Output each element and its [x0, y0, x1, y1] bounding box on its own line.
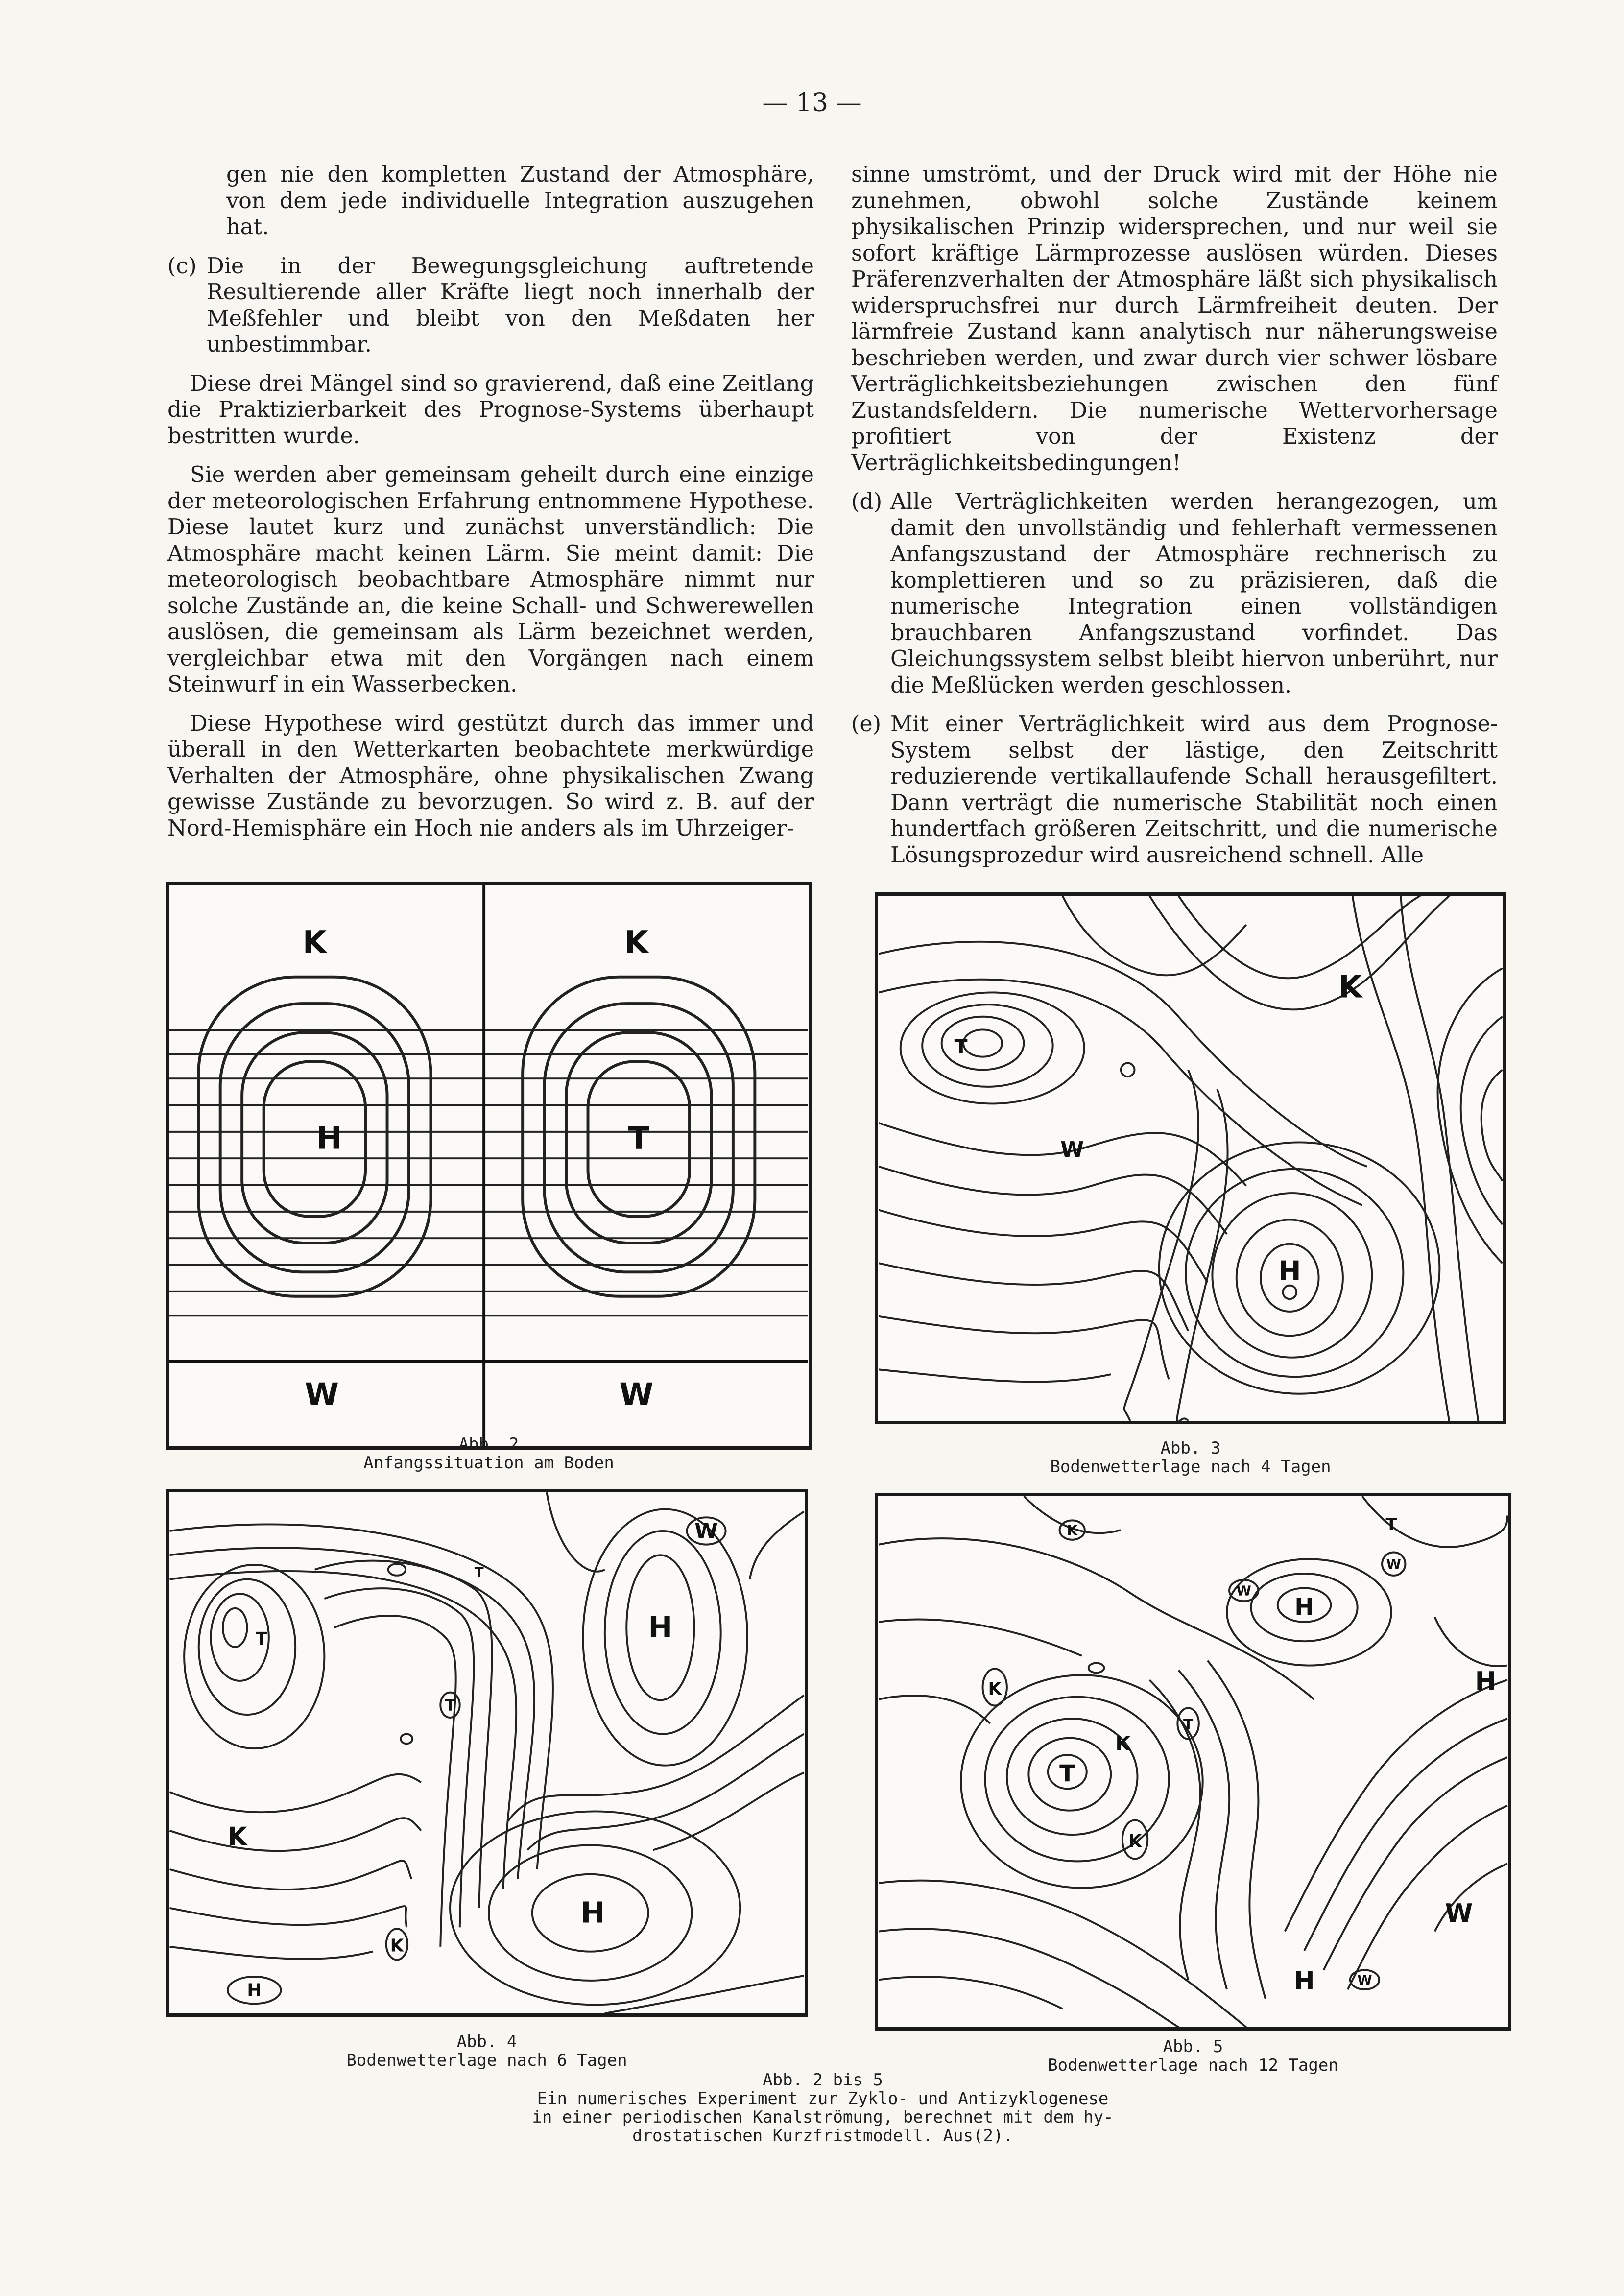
map-label: T: [1183, 1716, 1194, 1733]
map-label: W: [1386, 1556, 1401, 1573]
paragraph: gen nie den kompletten Zustand der Atmosphäre, von dem jede individuelle Integration auszugehen hat.: [226, 162, 814, 239]
map-label: W: [1445, 1898, 1473, 1928]
map-label: H: [1294, 1593, 1314, 1621]
list-label: (d): [851, 489, 883, 514]
map-label: W: [1357, 1972, 1372, 1988]
caption-abb5: [875, 2037, 1511, 2075]
map-label: K: [624, 924, 648, 960]
abb4-isobar-plot: [169, 1492, 805, 2013]
caption-line: in einer periodischen Kanalströmung, berechnet mit dem hy-: [532, 2107, 1114, 2127]
abb5-isobar-plot: [878, 1496, 1508, 2027]
map-label: H: [648, 1610, 673, 1645]
map-label: W: [1060, 1138, 1084, 1163]
list-item-d: [851, 489, 1498, 698]
list-item-c: [167, 253, 814, 358]
right-text-column: [851, 162, 1498, 881]
map-label: K: [988, 1678, 1002, 1699]
list-label: (e): [851, 712, 882, 737]
map-label: H: [1475, 1666, 1496, 1696]
map-label: H: [1278, 1255, 1301, 1287]
caption-line: Abb. 2 bis 5: [763, 2070, 883, 2090]
figure-abb5-map: [875, 1493, 1511, 2031]
list-item-e: [851, 711, 1498, 868]
map-label: H: [580, 1895, 605, 1930]
map-label: T: [1385, 1515, 1397, 1534]
paragraph: sinne umströmt, und der Druck wird mit der Höhe nie zunehmen, obwohl solche Zustände keinem physikalischen Prinzip widersprechen, und nur weil sie sofort kräftige Lärmprozesse auslösen würden. Dieses Präferenzverhalten der Atmosphäre läßt sich physikalisch widerspruchsfrei nur durch Lärmfreiheit deuten. Der lärmfreie Zustand kann analytisch nur näherungsweise beschrieben werden, und zwar durch vier schwer lösbare Verträglichkeitsbeziehungen zwischen den fünf Zustandsfeldern. Die numerische Wettervorhersage profitiert von der Existenz der Verträglichkeitsbedingungen!: [851, 162, 1498, 476]
map-label: K: [1128, 1831, 1142, 1851]
map-label: K: [302, 924, 327, 960]
caption-number: Abb. 2: [458, 1435, 519, 1454]
paragraph: Diese drei Mängel sind so gravierend, daß eine Zeitlang die Praktizierbarkeit des Prognose-Systems überhaupt bestritten wurde.: [167, 371, 814, 449]
list-text: Mit einer Verträglichkeit wird aus dem Prognose-System selbst der lästige, den Zeitschritt reduzierende vertikallaufende Schall herausgefiltert. Dann verträgt die numerische Stabilität noch einen hundertfach größeren Zeitschritt, und die numerische Lösungsprozedur wird ausreichend schnell. Alle: [890, 712, 1498, 868]
caption-abb3: [875, 1439, 1506, 1476]
map-label: W: [619, 1376, 654, 1413]
caption-line: drostatischen Kurzfristmodell. Aus(2).: [632, 2126, 1013, 2146]
paragraph: Diese Hypothese wird gestützt durch das immer und überall in den Wetterkarten beobachtete merkwürdige Verhalten der Atmosphäre, ohne physikalischen Zwang gewisse Zustände zu bevorzugen. So wird z. B. auf der Nord-Hemisphäre ein Hoch nie anders als im Uhrzeiger-: [167, 711, 814, 841]
map-label: W: [305, 1376, 339, 1413]
map-label: H: [316, 1120, 342, 1156]
figure-abb3-map: [875, 892, 1506, 1424]
list-label: (c): [167, 253, 197, 279]
list-text: Die in der Bewegungsgleichung auftretende Resultierende aller Kräfte liegt noch innerhalb der Meßfehler und bleibt von den Meßdaten her unbestimmbar.: [207, 253, 814, 357]
caption-text: Anfangssituation am Boden: [363, 1453, 614, 1473]
map-label: W: [694, 1519, 718, 1544]
caption-text: Bodenwetterlage nach 12 Tagen: [1048, 2056, 1338, 2075]
caption-number: Abb. 4: [456, 2032, 517, 2052]
abb2-isobar-plot: [169, 885, 809, 1446]
paragraph: Sie werden aber gemeinsam geheilt durch eine einzige der meteorologischen Erfahrung entnommene Hypothese. Diese lautet kurz und zunächst unverständlich: Die Atmosphäre macht keinen Lärm. Sie meint damit: Die meteorologisch beobachtbare Atmosphäre nimmt nur solche Zustände an, die keine Schall- und Schwerewellen auslösen, die gemeinsam als Lärm bezeichnet werden, vergleichbar etwa mit den Vorgängen nach einem Steinwurf in ein Wasserbecken.: [167, 462, 814, 697]
caption-text: Bodenwetterlage nach 4 Tagen: [1050, 1457, 1331, 1477]
abb3-isobar-plot: [878, 896, 1503, 1421]
figure-series-caption: [441, 2071, 1205, 2145]
map-label: T: [628, 1120, 649, 1156]
map-label: K: [227, 1822, 247, 1852]
page-number: — 13 —: [762, 88, 862, 118]
caption-number: Abb. 5: [1163, 2037, 1223, 2057]
left-text-column: [167, 162, 814, 854]
map-label: T: [255, 1628, 268, 1649]
caption-abb2: [166, 1435, 812, 1472]
list-text: Alle Verträglichkeiten werden herangezogen, um damit den unvollständig und fehlerhaft vermessenen Anfangszustand der Atmosphäre rechnerisch zu komplettieren und so zu präzisieren, daß die numerische Integration einen vollständigen brauchbaren Anfangszustand vorfindet. Das Gleichungssystem selbst bleibt hiervon unberührt, nur die Meßlücken werden geschlossen.: [890, 489, 1498, 698]
map-label: T: [1059, 1760, 1075, 1788]
figure-abb4-map: [166, 1489, 808, 2017]
map-label: K: [390, 1936, 404, 1956]
caption-line: Ein numerisches Experiment zur Zyklo- und Antizyklogenese: [537, 2089, 1109, 2108]
map-label: K: [1115, 1732, 1131, 1755]
map-label: T: [445, 1697, 455, 1715]
caption-number: Abb. 3: [1160, 1438, 1221, 1458]
map-label: T: [954, 1035, 968, 1058]
caption-abb4: [166, 2033, 808, 2070]
map-label: T: [474, 1564, 484, 1580]
map-label: K: [1338, 968, 1362, 1005]
figure-abb2-map: [166, 882, 812, 1450]
map-label: H: [1293, 1966, 1315, 1996]
caption-text: Bodenwetterlage nach 6 Tagen: [346, 2051, 627, 2070]
map-label: H: [247, 1980, 262, 2001]
map-label: W: [1236, 1582, 1251, 1599]
map-label: K: [1067, 1522, 1077, 1538]
